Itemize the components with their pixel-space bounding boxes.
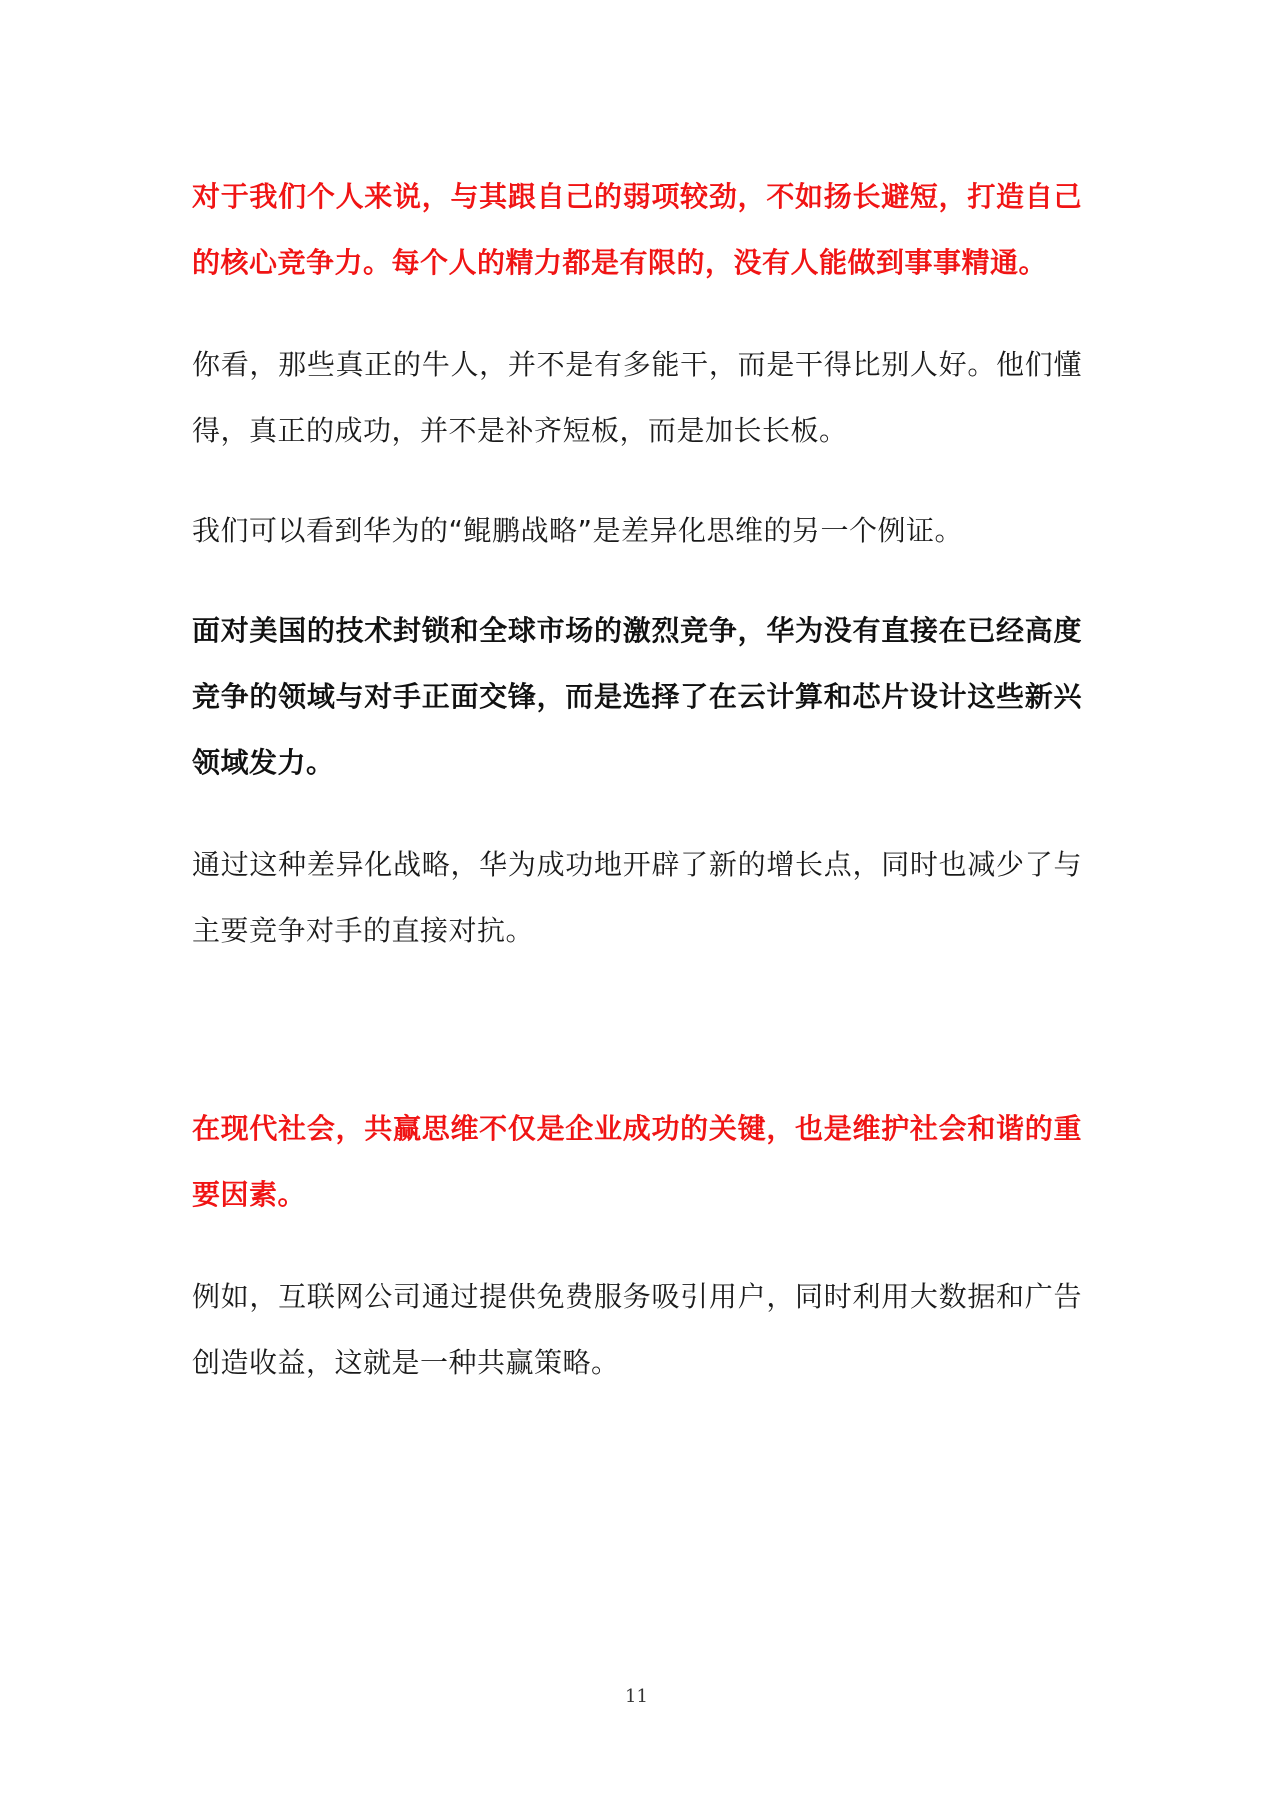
paragraph-differentiation-result: 通过这种差异化战略，华为成功地开辟了新的增长点，同时也减少了与主要竞争对手的直接对抗。: [192, 848, 1082, 947]
page-content: [192, 164, 1082, 1396]
bold-paragraph-huawei-new-fields: 面对美国的技术封锁和全球市场的激烈竞争，华为没有直接在已经高度竞争的领域与对手正面交锋，而是选择了在云计算和芯片设计这些新兴领域发力。: [192, 614, 1082, 779]
paragraph-kunpeng-strategy: 我们可以看到华为的“鲲鹏战略”是差异化思维的另一个例证。: [192, 514, 964, 547]
paragraph-internet-example: 例如，互联网公司通过提供免费服务吸引用户，同时利用大数据和广告创造收益，这就是一种共赢策略。: [192, 1280, 1082, 1379]
page-number: 11: [625, 1686, 648, 1707]
highlight-paragraph-win-win: 在现代社会，共赢思维不仅是企业成功的关键，也是维护社会和谐的重要因素。: [192, 1112, 1082, 1211]
highlight-paragraph-core-competence: 对于我们个人来说，与其跟自己的弱项较劲，不如扬长避短，打造自己的核心竞争力。每个人的精力都是有限的，没有人能做到事事精通。: [192, 180, 1082, 279]
paragraph-strong-people: 你看，那些真正的牛人，并不是有多能干，而是干得比别人好。他们懂得，真正的成功，并不是补齐短板，而是加长长板。: [192, 348, 1082, 447]
